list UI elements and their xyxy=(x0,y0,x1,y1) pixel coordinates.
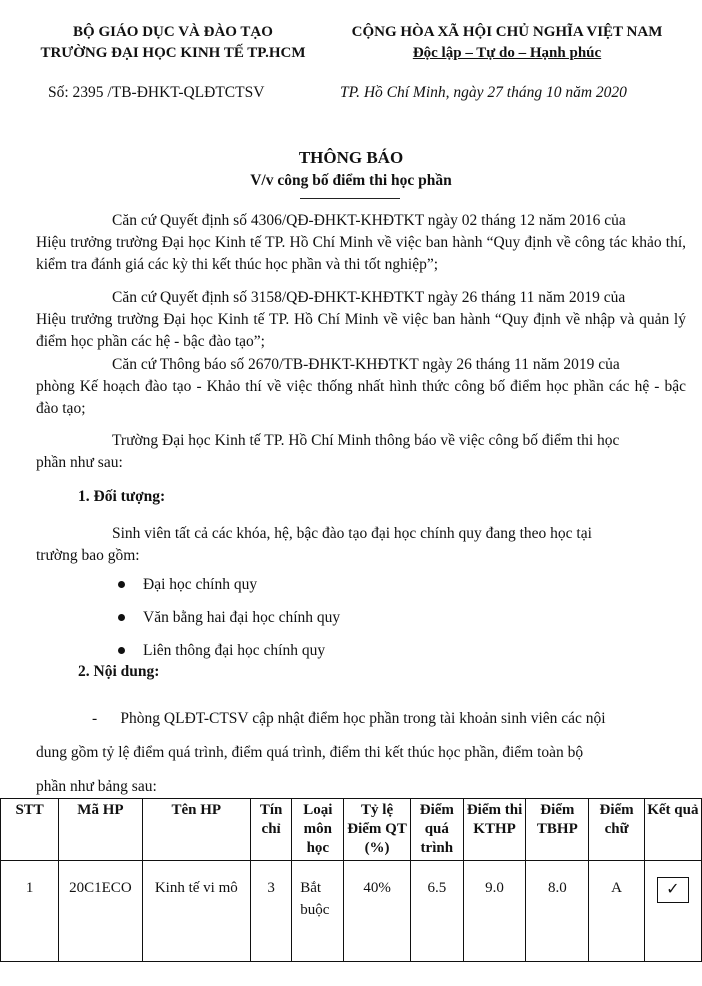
section-2-heading: 2. Nội dung: xyxy=(78,663,160,680)
checkmark-icon: ✓ xyxy=(657,877,689,903)
column-header: Điểm quá trình xyxy=(410,799,463,861)
list-item: Văn bằng hai đại học chính quy xyxy=(118,601,340,634)
issuer-block xyxy=(38,22,308,64)
paragraph-line: Căn cứ Thông báo số 2670/TB-ĐHKT-KHĐTKT ngày 26 tháng 11 năm 2019 của xyxy=(112,356,620,373)
dash-marker: - xyxy=(92,710,98,727)
cell-stt: 1 xyxy=(1,861,59,962)
national-title-block xyxy=(322,22,692,64)
paragraph-line: Căn cứ Quyết định số 3158/QĐ-ĐHKT-KHĐTKT ngày 26 tháng 11 năm 2019 của xyxy=(112,289,626,306)
paragraph-line: Căn cứ Quyết định số 4306/QĐ-ĐHKT-KHĐTKT ngày 02 tháng 12 năm 2016 của xyxy=(112,212,626,229)
announcement-paragraph xyxy=(36,430,686,474)
cell-process-ratio: 40% xyxy=(344,861,410,962)
document-number: Số: 2395 /TB-ĐHKT-QLĐTCTSV xyxy=(48,84,265,101)
column-header: Điểm TBHP xyxy=(526,799,589,861)
basis-paragraph-2 xyxy=(36,287,686,353)
list-item: Đại học chính quy xyxy=(118,568,340,601)
basis-paragraph-1 xyxy=(36,210,686,276)
column-header: Kết quả xyxy=(644,799,701,861)
cell-course-code: 20C1ECO xyxy=(59,861,142,962)
section-1-intro xyxy=(36,523,686,567)
section-1-heading: 1. Đối tượng: xyxy=(78,488,166,505)
cell-letter-grade: A xyxy=(589,861,644,962)
column-header: Điểm thi KTHP xyxy=(463,799,525,861)
paragraph-line: - Phòng QLĐT-CTSV cập nhật điểm học phần trong tài khoản sinh viên các nội xyxy=(92,710,606,727)
column-header: Loại môn học xyxy=(292,799,344,861)
republic-name: CỘNG HÒA XÃ HỘI CHỦ NGHĨA VIỆT NAM xyxy=(351,24,663,40)
cell-credits: 3 xyxy=(251,861,292,962)
paragraph-line: Sinh viên tất cả các khóa, hệ, bậc đào tạo đại học chính quy đang theo học tại xyxy=(112,525,592,542)
table-row xyxy=(1,861,702,962)
column-header: Điểm chữ xyxy=(589,799,644,861)
section-2-content xyxy=(36,702,686,804)
paragraph-line: Trường Đại học Kinh tế TP. Hồ Chí Minh thông báo về việc công bố điểm thi học xyxy=(112,432,620,449)
column-header: Tỷ lệ Điểm QT (%) xyxy=(344,799,410,861)
paragraph-line: phần như bảng sau: xyxy=(36,778,157,795)
column-header: STT xyxy=(1,799,59,861)
bullet-icon xyxy=(118,581,125,588)
paragraph-text: trường bao gồm: xyxy=(36,547,140,564)
cell-exam-score: 9.0 xyxy=(463,861,525,962)
column-header: Tên HP xyxy=(142,799,250,861)
table-header-row xyxy=(1,799,702,861)
document-title: THÔNG BÁO xyxy=(298,148,404,167)
cell-average-score: 8.0 xyxy=(526,861,589,962)
cell-result xyxy=(644,861,701,962)
column-header: Mã HP xyxy=(59,799,142,861)
paragraph-text: Hiệu trưởng trường Đại học Kinh tế TP. Hồ Chí Minh về việc ban hành “Quy định về nhập và quản lý điểm học phần các hệ - bậc đào tạo”; xyxy=(36,311,686,350)
ministry-name: BỘ GIÁO DỤC VÀ ĐÀO TẠO xyxy=(73,24,273,40)
paragraph-text: Hiệu trưởng trường Đại học Kinh tế TP. Hồ Chí Minh về việc ban hành “Quy định về công tác khảo thí, kiểm tra đánh giá các kỳ thi kết thúc học phần và thi tốt nghiệp”; xyxy=(36,234,686,273)
column-header: Tín chỉ xyxy=(251,799,292,861)
grades-table xyxy=(0,798,702,962)
paragraph-line: dung gồm tỷ lệ điểm quá trình, điểm quá trình, điểm thi kết thúc học phần, điểm toàn bộ xyxy=(36,744,584,761)
place-date: TP. Hồ Chí Minh, ngày 27 tháng 10 năm 2020 xyxy=(340,84,627,101)
bullet-icon xyxy=(118,614,125,621)
paragraph-text: phần như sau: xyxy=(36,454,123,471)
paragraph-text: phòng Kế hoạch đào tạo - Khảo thí về việc thống nhất hình thức công bố điểm học phần các hệ - bậc đào tạo; xyxy=(36,378,686,417)
document-subtitle: V/v công bố điểm thi học phần xyxy=(250,172,452,189)
list-item: Liên thông đại học chính quy xyxy=(118,634,340,667)
school-name: TRƯỜNG ĐẠI HỌC KINH TẾ TP.HCM xyxy=(40,45,306,61)
basis-paragraph-3 xyxy=(36,354,686,420)
bullet-icon xyxy=(118,647,125,654)
cell-course-type: Bắt buộc xyxy=(292,861,344,962)
cell-course-name: Kinh tế vi mô xyxy=(142,861,250,962)
national-motto: Độc lập – Tự do – Hạnh phúc xyxy=(412,45,602,61)
cell-process-score: 6.5 xyxy=(410,861,463,962)
target-list xyxy=(118,568,340,667)
title-divider xyxy=(300,198,400,199)
